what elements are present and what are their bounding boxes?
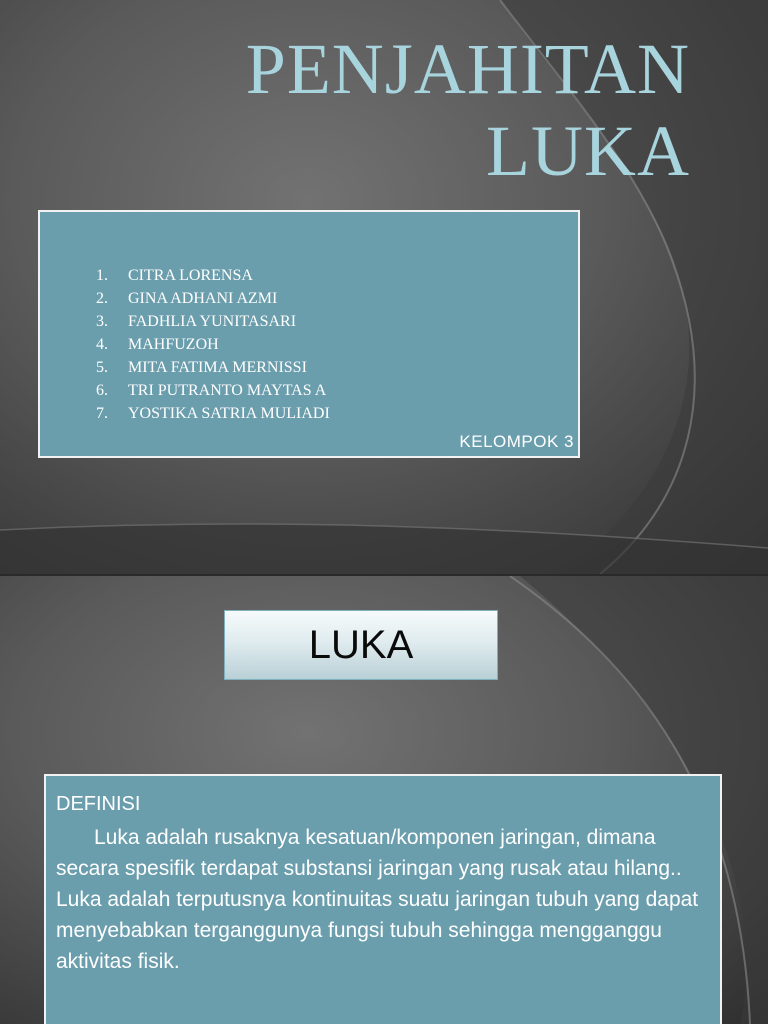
member-name: MAHFUZOH — [128, 336, 219, 353]
presentation-title — [246, 28, 690, 192]
member-number: 1. — [96, 267, 108, 284]
member-name: GINA ADHANI AZMI — [128, 290, 278, 307]
member-name: TRI PUTRANTO MAYTAS A — [128, 382, 327, 399]
member-number: 3. — [96, 313, 108, 330]
member-number: 5. — [96, 359, 108, 376]
member-number: 7. — [96, 405, 108, 422]
member-name: CITRA LORENSA — [128, 267, 253, 284]
member-item — [96, 356, 330, 379]
group-label: KELOMPOK 3 — [459, 432, 574, 451]
title-line-1: PENJAHITAN — [245, 29, 690, 109]
member-name: FADHLIA YUNITASARI — [128, 313, 297, 330]
member-item — [96, 264, 330, 287]
member-item — [96, 333, 330, 356]
definition-box — [44, 774, 722, 1024]
member-item — [96, 310, 330, 333]
member-item — [96, 379, 330, 402]
member-number: 2. — [96, 290, 108, 307]
title-line-2: LUKA — [486, 111, 690, 191]
member-number: 6. — [96, 382, 108, 399]
member-item — [96, 287, 330, 310]
slide-definition — [0, 576, 768, 1024]
member-item — [96, 402, 330, 425]
member-number: 4. — [96, 336, 108, 353]
group-members-box — [38, 210, 580, 458]
members-list — [96, 264, 330, 425]
member-name: MITA FATIMA MERNISSI — [128, 359, 307, 376]
definition-text: Luka adalah rusaknya kesatuan/komponen jaringan, dimana secara spesifik terdapat substansi jaringan yang rusak atau hilang.. Luka adalah terputusnya kontinuitas suatu jaringan tubuh yang dapat menyebabkan terganggunya fungsi tubuh sehingga mengganggu aktivitas fisik. — [56, 826, 699, 973]
luka-heading-box: LUKA — [224, 610, 498, 680]
definition-title: DEFINISI — [56, 793, 141, 815]
member-name: YOSTIKA SATRIA MULIADI — [128, 405, 330, 422]
